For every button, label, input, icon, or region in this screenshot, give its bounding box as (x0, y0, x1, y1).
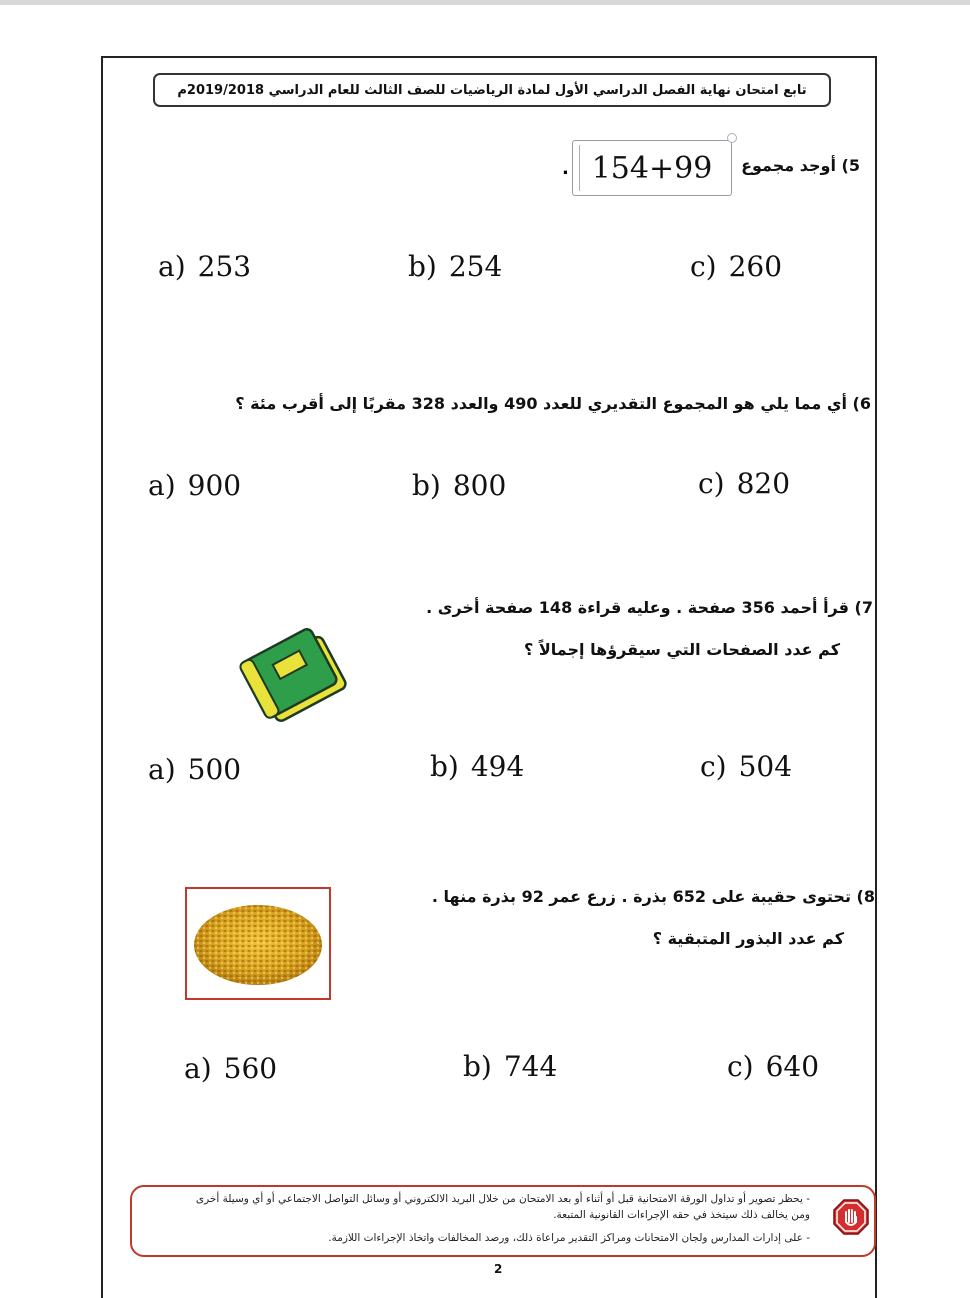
question-5-text: 5) أوجد مجموع (741, 156, 860, 175)
question-5-dot: . (562, 158, 569, 179)
seeds-texture (194, 905, 322, 985)
question-7-option-c: c) 504 (700, 750, 793, 783)
question-7-option-b: b) 494 (430, 750, 525, 783)
question-6-option-a: a) 900 (148, 469, 242, 502)
question-5-option-b: b) 254 (408, 250, 503, 283)
question-7-line-2: كم عدد الصفحات التي سيقرؤها إجمالاً ؟ (524, 640, 840, 659)
question-7-option-a: a) 500 (148, 753, 242, 786)
seeds-pile (187, 889, 329, 998)
question-7-line-1: 7) قرأ أحمد 356 صفحة . وعليه قراءة 148 صفحة أخرى . (426, 598, 873, 617)
exam-header-title: تابع امتحان نهاية الفصل الدراسي الأول لمادة الرياضيات للصف الثالث للعام الدراسي 2019/2018م (177, 82, 807, 98)
stop-hand-icon (832, 1198, 870, 1236)
question-8-option-a: a) 560 (184, 1052, 278, 1085)
book-icon (236, 616, 361, 731)
footer-line-2: ومن يخالف ذلك سيتخذ في حقه الإجراءات القانونية المتبعة. (553, 1209, 810, 1221)
question-8-option-b: b) 744 (463, 1050, 558, 1083)
question-5-option-c: c) 260 (690, 250, 783, 283)
question-6-text: 6) أي مما يلي هو المجموع التقديري للعدد 490 والعدد 328 مقربًا إلى أقرب مئة ؟ (235, 394, 871, 413)
question-5-option-a: a) 253 (158, 250, 252, 283)
question-8-option-c: c) 640 (727, 1050, 820, 1083)
page-number: 2 (494, 1262, 503, 1276)
page-frame (101, 56, 877, 1298)
footer-line-3: - على إدارات المدارس ولجان الامتحانات ومراكز التقدير مراعاة ذلك، ورصد المخالفات واتخاذ الإجراءات اللازمة. (328, 1232, 810, 1244)
seeds-image (185, 887, 331, 1000)
question-6-option-b: b) 800 (412, 469, 507, 502)
exam-header (153, 73, 831, 107)
top-band (0, 0, 970, 5)
question-6-option-c: c) 820 (698, 467, 791, 500)
question-8-line-2: كم عدد البذور المتبقية ؟ (652, 929, 844, 948)
question-5-expression: 154+99 (591, 150, 713, 186)
question-5-expression-box (572, 140, 732, 196)
footer-line-1: - يحظر تصوير أو تداول الورقة الامتحانية قبل أو أثناء أو بعد الامتحان من خلال البريد الالكتروني أو وسائل التواصل الاجتماعي أو أي وسيلة أخرى (195, 1193, 810, 1205)
question-8-line-1: 8) تحتوى حقيبة على 652 بذرة . زرع عمر 92 بذرة منها . (431, 887, 875, 906)
